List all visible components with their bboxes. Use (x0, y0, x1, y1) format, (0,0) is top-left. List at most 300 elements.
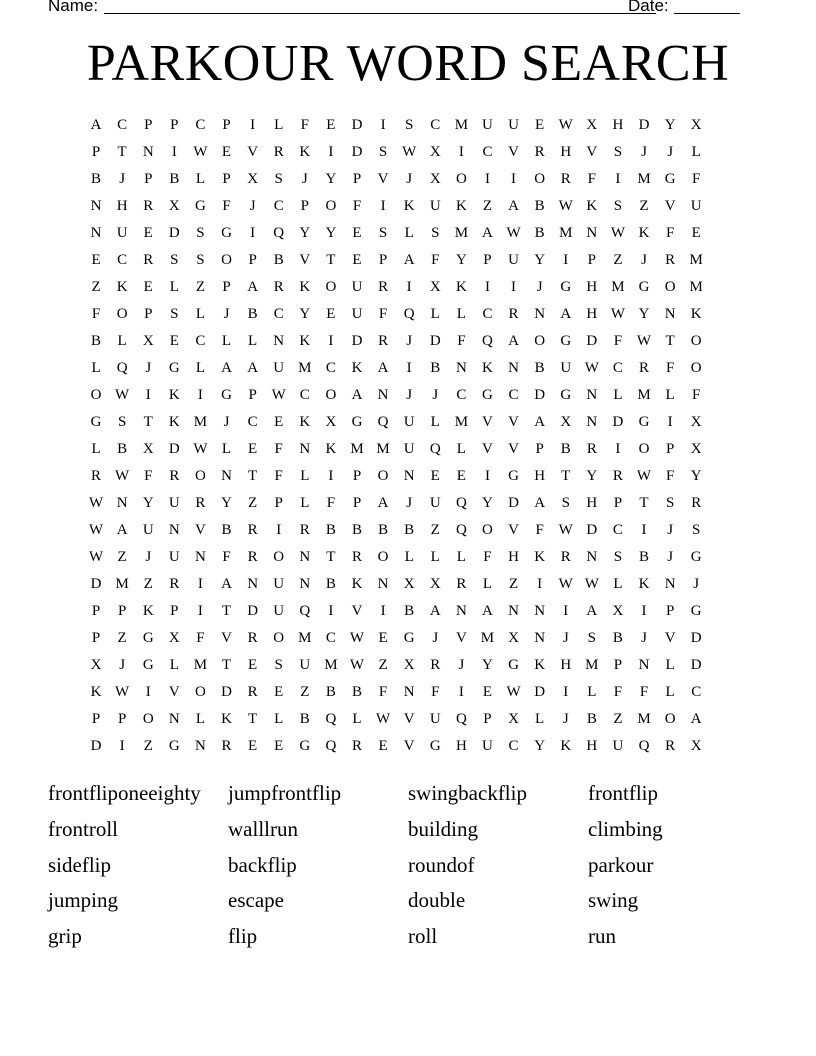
grid-letter[interactable]: F (483, 549, 492, 565)
grid-letter[interactable]: L (456, 306, 466, 322)
grid-letter[interactable]: N (534, 603, 546, 619)
grid-letter[interactable]: Y (664, 117, 676, 133)
grid-letter[interactable]: Y (638, 306, 650, 322)
grid-letter[interactable]: S (378, 225, 388, 241)
grid-letter[interactable]: D (90, 738, 102, 754)
grid-letter[interactable]: G (90, 414, 102, 430)
grid-letter[interactable]: E (248, 441, 258, 457)
grid-letter[interactable]: R (612, 468, 623, 484)
grid-letter[interactable]: E (274, 414, 284, 430)
grid-letter[interactable]: B (560, 441, 571, 457)
grid-letter[interactable]: D (168, 225, 180, 241)
grid-letter[interactable]: K (116, 279, 128, 295)
grid-letter[interactable]: G (638, 279, 650, 295)
grid-letter[interactable]: L (587, 684, 597, 700)
grid-letter[interactable]: W (506, 684, 521, 700)
grid-letter[interactable]: R (273, 279, 284, 295)
grid-letter[interactable]: S (665, 495, 675, 511)
grid-letter[interactable]: P (665, 441, 675, 457)
grid-letter[interactable]: X (429, 279, 441, 295)
grid-letter[interactable]: X (429, 576, 441, 592)
grid-letter[interactable]: Z (378, 657, 388, 673)
grid-letter[interactable]: N (403, 468, 415, 484)
grid-letter[interactable]: N (195, 738, 206, 754)
grid-letter[interactable]: C (195, 117, 206, 133)
grid-letter[interactable]: J (249, 198, 256, 214)
grid-letter[interactable]: D (247, 603, 259, 619)
grid-letter[interactable]: P (352, 468, 362, 484)
grid-letter[interactable]: O (377, 468, 389, 484)
grid-letter[interactable]: T (221, 603, 232, 619)
grid-letter[interactable]: B (221, 522, 232, 538)
grid-letter[interactable]: S (587, 630, 596, 646)
grid-letter[interactable]: F (222, 198, 231, 214)
grid-letter[interactable]: J (145, 360, 152, 376)
grid-letter[interactable]: J (406, 495, 413, 511)
grid-letter[interactable]: G (195, 198, 206, 214)
grid-letter[interactable]: X (403, 657, 415, 673)
grid-letter[interactable]: H (586, 738, 598, 754)
grid-letter[interactable]: I (641, 603, 647, 619)
grid-letter[interactable]: O (116, 306, 128, 322)
grid-letter[interactable]: L (430, 549, 440, 565)
grid-letter[interactable]: E (221, 144, 232, 160)
grid-letter[interactable]: R (195, 495, 206, 511)
grid-letter[interactable]: T (143, 414, 153, 430)
grid-letter[interactable]: K (455, 279, 467, 295)
grid-letter[interactable]: P (222, 117, 231, 133)
grid-letter[interactable]: S (196, 252, 205, 268)
grid-letter[interactable]: N (455, 360, 467, 376)
grid-letter[interactable]: I (328, 144, 334, 160)
grid-letter[interactable]: P (378, 252, 388, 268)
grid-letter[interactable]: M (689, 252, 703, 268)
grid-letter[interactable]: W (558, 576, 573, 592)
grid-letter[interactable]: C (195, 333, 206, 349)
grid-letter[interactable]: W (193, 441, 208, 457)
grid-letter[interactable]: B (534, 360, 545, 376)
grid-letter[interactable]: X (690, 414, 702, 430)
grid-letter[interactable]: E (535, 117, 545, 133)
grid-letter[interactable]: R (143, 252, 154, 268)
grid-letter[interactable]: L (300, 468, 310, 484)
grid-letter[interactable]: D (586, 522, 598, 538)
grid-letter[interactable]: P (535, 441, 544, 457)
grid-letter[interactable]: M (350, 441, 364, 457)
grid-letter[interactable]: N (508, 603, 519, 619)
grid-letter[interactable]: J (406, 387, 413, 403)
grid-letter[interactable]: F (300, 117, 309, 133)
grid-letter[interactable]: M (689, 279, 703, 295)
grid-letter[interactable]: R (351, 738, 362, 754)
grid-letter[interactable]: V (403, 738, 415, 754)
grid-letter[interactable]: P (91, 711, 101, 727)
grid-letter[interactable]: I (484, 171, 490, 187)
grid-letter[interactable]: I (380, 198, 386, 214)
grid-letter[interactable]: E (274, 684, 284, 700)
grid-letter[interactable]: V (508, 414, 519, 430)
grid-letter[interactable]: Z (248, 495, 258, 511)
grid-letter[interactable]: L (691, 144, 701, 160)
grid-letter[interactable]: F (535, 522, 544, 538)
grid-letter[interactable]: R (665, 738, 676, 754)
grid-letter[interactable]: J (693, 576, 700, 592)
grid-letter[interactable]: D (351, 144, 363, 160)
grid-letter[interactable]: T (248, 468, 258, 484)
grid-letter[interactable]: F (352, 198, 362, 214)
grid-letter[interactable]: O (482, 522, 493, 538)
grid-letter[interactable]: O (273, 549, 285, 565)
grid-letter[interactable]: O (638, 441, 650, 457)
grid-letter[interactable]: A (508, 198, 519, 214)
grid-letter[interactable]: E (248, 657, 258, 673)
grid-letter[interactable]: N (586, 414, 598, 430)
grid-letter[interactable]: B (534, 225, 545, 241)
grid-letter[interactable]: L (195, 171, 205, 187)
grid-letter[interactable]: U (560, 360, 572, 376)
grid-letter[interactable]: A (560, 306, 572, 322)
grid-letter[interactable]: H (586, 279, 598, 295)
grid-letter[interactable]: P (91, 630, 101, 646)
grid-letter[interactable]: N (273, 333, 285, 349)
grid-letter[interactable]: U (403, 441, 415, 457)
grid-letter[interactable]: W (402, 144, 417, 160)
grid-letter[interactable]: U (508, 252, 519, 268)
grid-letter[interactable]: G (221, 225, 232, 241)
grid-letter[interactable]: N (195, 549, 206, 565)
grid-letter[interactable]: F (639, 684, 649, 700)
grid-letter[interactable]: R (247, 684, 258, 700)
grid-letter[interactable]: B (91, 171, 102, 187)
grid-letter[interactable]: F (274, 441, 283, 457)
grid-letter[interactable]: L (169, 279, 179, 295)
grid-letter[interactable]: A (429, 603, 441, 619)
grid-letter[interactable]: N (377, 387, 389, 403)
grid-letter[interactable]: Q (273, 225, 285, 241)
grid-letter[interactable]: A (116, 522, 128, 538)
grid-letter[interactable]: U (482, 117, 493, 133)
grid-letter[interactable]: Q (325, 738, 337, 754)
grid-letter[interactable]: Z (143, 576, 153, 592)
grid-letter[interactable]: J (641, 630, 647, 646)
grid-letter[interactable]: X (586, 117, 598, 133)
grid-letter[interactable]: F (692, 171, 701, 187)
grid-letter[interactable]: L (221, 333, 232, 349)
grid-letter[interactable]: X (690, 738, 702, 754)
grid-letter[interactable]: T (117, 144, 127, 160)
grid-letter[interactable]: Y (534, 252, 546, 268)
grid-letter[interactable]: X (429, 144, 441, 160)
grid-letter[interactable]: R (456, 576, 467, 592)
grid-letter[interactable]: C (325, 360, 336, 376)
grid-letter[interactable]: J (641, 252, 647, 268)
grid-letter[interactable]: U (351, 279, 363, 295)
grid-letter[interactable]: R (665, 252, 676, 268)
grid-letter[interactable]: E (91, 252, 101, 268)
grid-letter[interactable]: N (299, 549, 311, 565)
grid-letter[interactable]: O (325, 279, 337, 295)
grid-letter[interactable]: V (664, 198, 676, 214)
grid-letter[interactable]: R (169, 576, 180, 592)
grid-letter[interactable]: P (248, 252, 257, 268)
grid-letter[interactable]: P (587, 252, 596, 268)
grid-letter[interactable]: C (482, 306, 493, 322)
grid-letter[interactable]: Y (221, 495, 232, 511)
grid-letter[interactable]: R (273, 144, 284, 160)
grid-letter[interactable]: A (351, 387, 363, 403)
grid-letter[interactable]: O (142, 711, 154, 727)
grid-letter[interactable]: Z (195, 279, 205, 295)
grid-letter[interactable]: G (403, 630, 415, 646)
grid-letter[interactable]: T (248, 711, 258, 727)
grid-letter[interactable]: Y (142, 495, 154, 511)
grid-letter[interactable]: T (639, 495, 649, 511)
grid-letter[interactable]: I (328, 468, 334, 484)
grid-letter[interactable]: A (534, 495, 546, 511)
grid-letter[interactable]: V (221, 630, 232, 646)
grid-letter[interactable]: B (378, 522, 389, 538)
grid-letter[interactable]: O (90, 387, 102, 403)
grid-letter[interactable]: V (508, 144, 519, 160)
grid-letter[interactable]: W (584, 576, 599, 592)
grid-letter[interactable]: K (638, 225, 650, 241)
grid-letter[interactable]: Q (299, 603, 311, 619)
grid-letter[interactable]: I (511, 279, 517, 295)
grid-letter[interactable]: X (560, 414, 572, 430)
grid-letter[interactable]: P (91, 603, 101, 619)
grid-letter[interactable]: J (667, 549, 674, 565)
grid-letter[interactable]: W (88, 522, 104, 538)
grid-letter[interactable]: A (247, 360, 259, 376)
grid-letter[interactable]: O (325, 387, 337, 403)
grid-letter[interactable]: K (168, 387, 180, 403)
grid-letter[interactable]: Y (325, 171, 337, 187)
grid-letter[interactable]: O (690, 333, 702, 349)
grid-letter[interactable]: Y (299, 306, 311, 322)
grid-letter[interactable]: B (325, 684, 336, 700)
grid-letter[interactable]: G (560, 387, 572, 403)
grid-letter[interactable]: G (429, 738, 441, 754)
grid-letter[interactable]: W (115, 684, 130, 700)
grid-letter[interactable]: R (299, 522, 310, 538)
grid-letter[interactable]: C (117, 117, 128, 133)
grid-letter[interactable]: B (351, 684, 362, 700)
grid-letter[interactable]: T (326, 549, 336, 565)
grid-letter[interactable]: C (247, 414, 258, 430)
grid-letter[interactable]: Q (429, 441, 441, 457)
grid-letter[interactable]: W (558, 522, 573, 538)
grid-letter[interactable]: J (301, 171, 308, 187)
grid-letter[interactable]: N (168, 522, 180, 538)
grid-letter[interactable]: V (299, 252, 311, 268)
grid-letter[interactable]: D (638, 117, 650, 133)
grid-letter[interactable]: B (299, 711, 310, 727)
grid-letter[interactable]: J (145, 549, 152, 565)
grid-letter[interactable]: R (639, 360, 650, 376)
grid-letter[interactable]: V (168, 684, 180, 700)
grid-letter[interactable]: I (615, 171, 621, 187)
grid-letter[interactable]: B (169, 171, 180, 187)
grid-letter[interactable]: M (298, 360, 312, 376)
grid-letter[interactable]: R (378, 333, 389, 349)
grid-letter[interactable]: M (376, 441, 390, 457)
grid-letter[interactable]: A (482, 603, 493, 619)
grid-letter[interactable]: J (458, 657, 465, 673)
grid-letter[interactable]: M (637, 171, 651, 187)
grid-letter[interactable]: B (404, 522, 415, 538)
grid-letter[interactable]: N (586, 387, 598, 403)
grid-letter[interactable]: M (637, 387, 651, 403)
grid-letter[interactable]: J (223, 414, 230, 430)
grid-letter[interactable]: K (690, 306, 702, 322)
grid-letter[interactable]: R (247, 522, 258, 538)
grid-letter[interactable]: C (430, 117, 441, 133)
grid-letter[interactable]: F (378, 684, 388, 700)
grid-letter[interactable]: R (560, 549, 571, 565)
grid-letter[interactable]: O (455, 171, 467, 187)
grid-letter[interactable]: I (328, 603, 334, 619)
grid-letter[interactable]: M (324, 657, 338, 673)
grid-letter[interactable]: U (142, 522, 154, 538)
grid-letter[interactable]: N (168, 711, 180, 727)
grid-letter[interactable]: W (610, 306, 625, 322)
grid-letter[interactable]: K (455, 198, 467, 214)
grid-letter[interactable]: P (144, 117, 153, 133)
grid-letter[interactable]: Y (534, 738, 546, 754)
grid-letter[interactable]: A (221, 360, 232, 376)
grid-letter[interactable]: C (456, 387, 467, 403)
grid-letter[interactable]: F (144, 468, 153, 484)
grid-letter[interactable]: H (508, 549, 519, 565)
grid-letter[interactable]: D (690, 630, 702, 646)
grid-letter[interactable]: L (430, 414, 440, 430)
grid-letter[interactable]: G (690, 603, 702, 619)
grid-letter[interactable]: W (115, 468, 130, 484)
grid-letter[interactable]: F (587, 171, 596, 187)
grid-letter[interactable]: N (377, 576, 389, 592)
grid-letter[interactable]: V (403, 711, 415, 727)
grid-letter[interactable]: R (221, 738, 232, 754)
grid-letter[interactable]: S (117, 414, 127, 430)
grid-letter[interactable]: O (325, 198, 337, 214)
grid-letter[interactable]: K (168, 414, 180, 430)
grid-letter[interactable]: J (432, 387, 439, 403)
grid-letter[interactable]: L (91, 441, 101, 457)
grid-letter[interactable]: I (328, 333, 334, 349)
grid-letter[interactable]: W (636, 333, 652, 349)
grid-letter[interactable]: U (403, 414, 415, 430)
grid-letter[interactable]: E (378, 738, 388, 754)
grid-letter[interactable]: V (377, 171, 389, 187)
grid-letter[interactable]: Q (377, 414, 389, 430)
grid-letter[interactable]: W (610, 225, 625, 241)
grid-letter[interactable]: W (349, 657, 365, 673)
grid-letter[interactable]: S (613, 198, 623, 214)
grid-letter[interactable]: V (455, 630, 467, 646)
grid-letter[interactable]: I (250, 117, 256, 133)
grid-letter[interactable]: Z (117, 549, 127, 565)
grid-letter[interactable]: N (664, 576, 676, 592)
grid-letter[interactable]: I (641, 522, 647, 538)
grid-letter[interactable]: Z (300, 684, 310, 700)
grid-letter[interactable]: C (508, 387, 519, 403)
grid-letter[interactable]: B (351, 522, 362, 538)
grid-letter[interactable]: V (351, 603, 363, 619)
grid-letter[interactable]: L (117, 333, 127, 349)
grid-letter[interactable]: B (273, 252, 284, 268)
grid-letter[interactable]: U (273, 576, 285, 592)
grid-letter[interactable]: A (534, 414, 546, 430)
grid-letter[interactable]: C (273, 306, 284, 322)
grid-letter[interactable]: I (667, 414, 673, 430)
grid-letter[interactable]: O (664, 711, 676, 727)
grid-letter[interactable]: I (197, 387, 203, 403)
grid-letter[interactable]: I (250, 225, 256, 241)
grid-letter[interactable]: W (558, 117, 573, 133)
grid-letter[interactable]: F (457, 333, 466, 349)
grid-letter[interactable]: C (508, 738, 519, 754)
grid-letter[interactable]: A (377, 360, 389, 376)
grid-letter[interactable]: U (690, 198, 702, 214)
grid-letter[interactable]: I (119, 738, 125, 754)
grid-letter[interactable]: G (638, 414, 650, 430)
grid-letter[interactable]: P (222, 171, 231, 187)
grid-letter[interactable]: L (91, 360, 101, 376)
grid-letter[interactable]: N (90, 225, 102, 241)
grid-letter[interactable]: N (116, 495, 128, 511)
grid-letter[interactable]: Z (430, 522, 440, 538)
grid-letter[interactable]: D (221, 684, 232, 700)
grid-letter[interactable]: B (639, 549, 650, 565)
grid-letter[interactable]: J (223, 306, 230, 322)
grid-letter[interactable]: H (560, 144, 572, 160)
grid-letter[interactable]: C (325, 630, 336, 646)
grid-letter[interactable]: W (375, 711, 391, 727)
grid-letter[interactable]: C (612, 522, 623, 538)
grid-letter[interactable]: A (403, 252, 415, 268)
grid-letter[interactable]: V (195, 522, 206, 538)
grid-letter[interactable]: M (193, 657, 208, 673)
grid-letter[interactable]: L (456, 549, 466, 565)
grid-letter[interactable]: M (611, 279, 625, 295)
grid-letter[interactable]: K (482, 360, 493, 376)
grid-letter[interactable]: K (351, 360, 363, 376)
grid-letter[interactable]: Z (91, 279, 101, 295)
grid-letter[interactable]: E (326, 117, 336, 133)
grid-letter[interactable]: R (247, 630, 258, 646)
grid-letter[interactable]: L (274, 711, 284, 727)
grid-letter[interactable]: W (636, 468, 652, 484)
grid-letter[interactable]: A (90, 117, 102, 133)
grid-letter[interactable]: C (691, 684, 702, 700)
grid-letter[interactable]: S (561, 495, 570, 511)
grid-letter[interactable]: I (563, 684, 569, 700)
grid-letter[interactable]: Q (116, 360, 128, 376)
grid-letter[interactable]: K (299, 333, 311, 349)
grid-letter[interactable]: E (456, 468, 466, 484)
grid-letter[interactable]: X (325, 414, 337, 430)
grid-letter[interactable]: W (506, 225, 521, 241)
grid-letter[interactable]: S (170, 252, 179, 268)
grid-letter[interactable]: X (690, 441, 702, 457)
grid-letter[interactable]: L (456, 441, 466, 457)
grid-letter[interactable]: J (562, 630, 569, 646)
grid-letter[interactable]: F (91, 306, 101, 322)
grid-letter[interactable]: P (91, 144, 101, 160)
grid-letter[interactable]: L (404, 225, 414, 241)
grid-letter[interactable]: E (169, 333, 179, 349)
grid-letter[interactable]: M (454, 117, 469, 133)
